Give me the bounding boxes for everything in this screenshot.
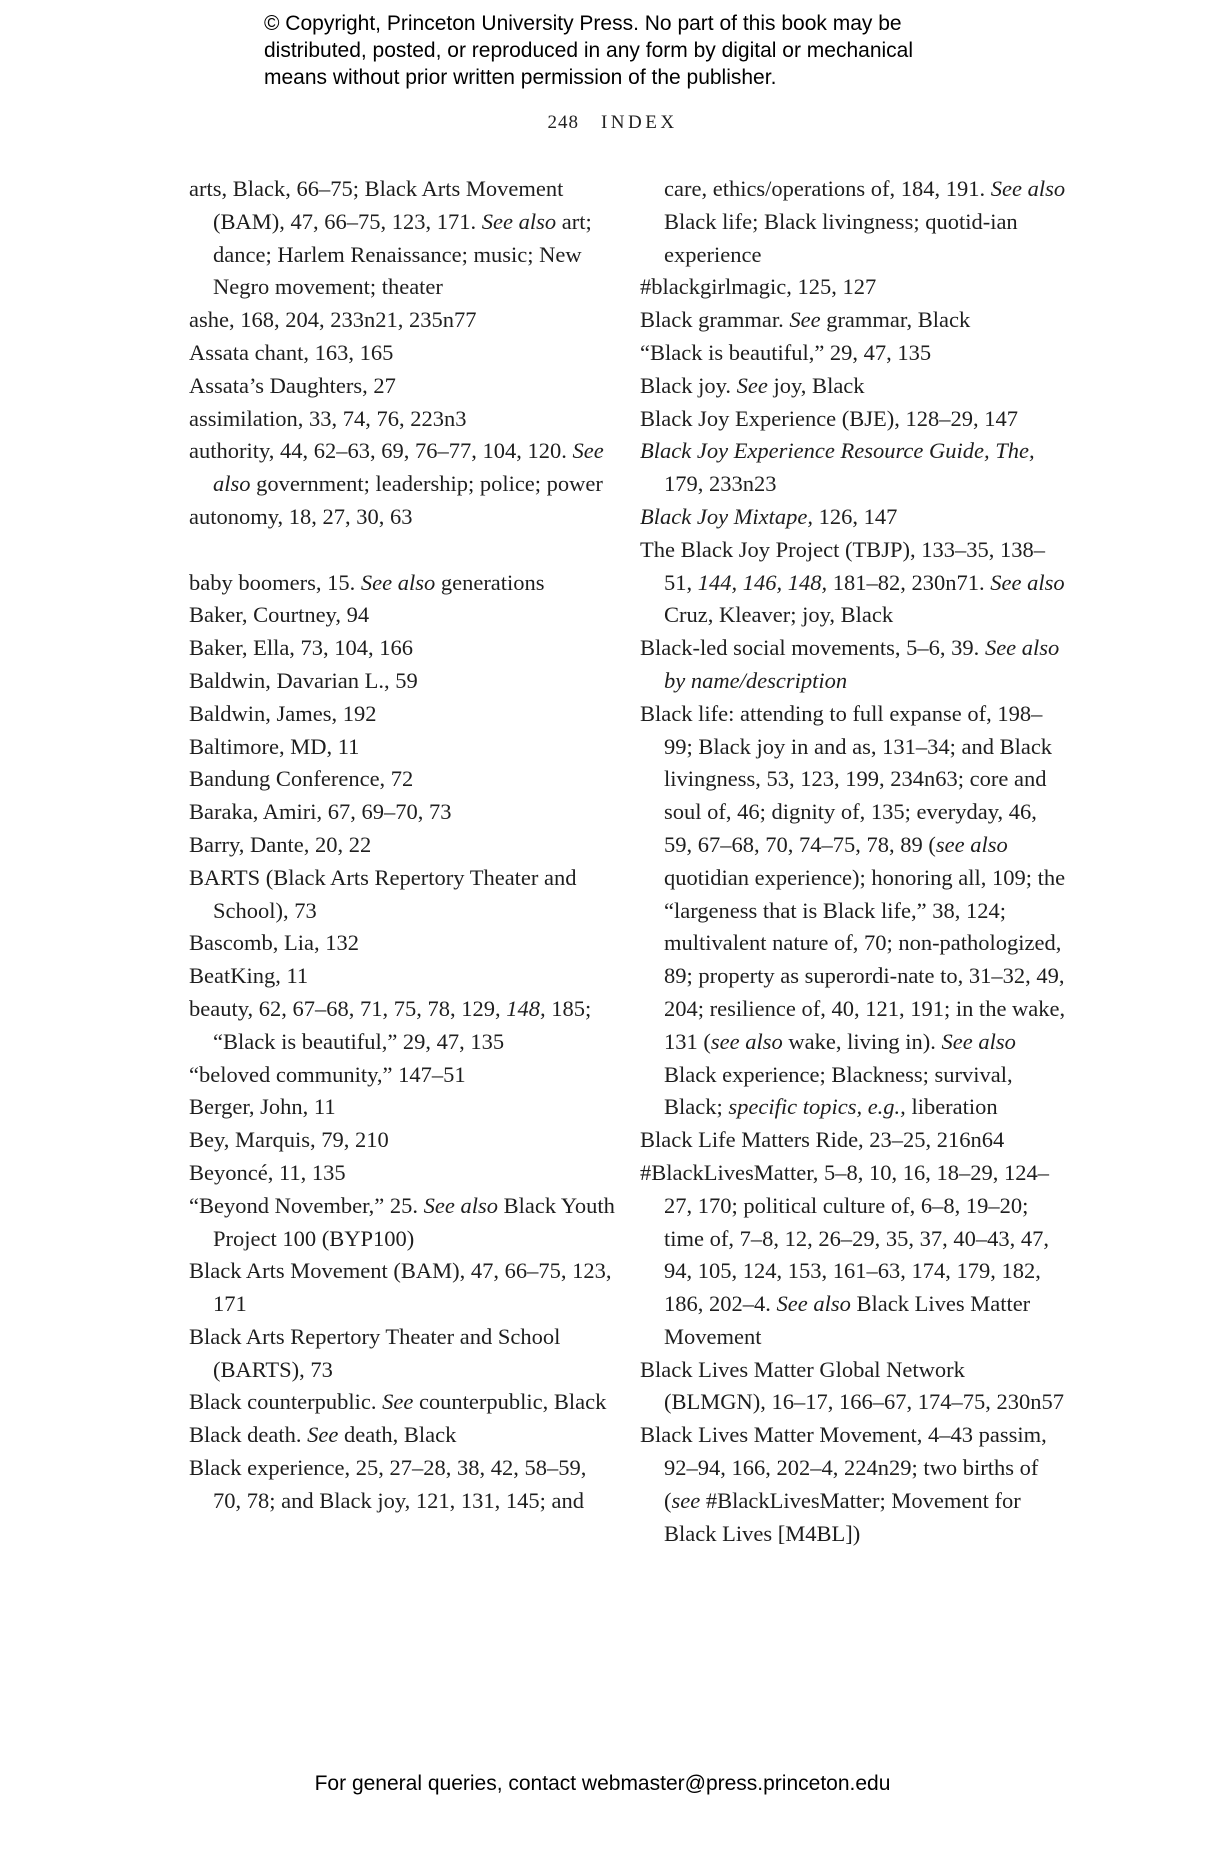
index-entry-italic-text: Black Joy Experience Resource Guide, The, bbox=[640, 438, 1035, 464]
index-entry-italic-text: See also bbox=[423, 1192, 499, 1218]
index-entry-text: Black grammar. bbox=[640, 307, 790, 333]
index-entry-text: 185; “Black is beautiful,” 29, 47, 135 bbox=[213, 995, 592, 1054]
index-entry-text: #BlackLivesMatter; Movement for Black Lives [M4BL]) bbox=[664, 1487, 1021, 1546]
index-entry-text: Baldwin, James, 192 bbox=[189, 700, 377, 726]
index-entry bbox=[189, 731, 619, 764]
section-title: INDEX bbox=[600, 112, 678, 133]
index-entry-text: art; dance; Harlem Renaissance; music; New Negro movement; theater bbox=[213, 208, 592, 300]
copyright-line: distributed, posted, or reproduced in any form by digital or mechanical bbox=[264, 39, 914, 62]
index-entry bbox=[640, 304, 1070, 337]
index-entry-italic-text: See bbox=[382, 1389, 414, 1415]
index-entry bbox=[640, 698, 1070, 1124]
index-entry-text: The Black Joy Project (TBJP), 133–35, 138–51, bbox=[640, 536, 1045, 595]
copyright-notice bbox=[264, 10, 1024, 91]
index-entry bbox=[189, 1452, 619, 1518]
index-entry-text: Assata chant, 163, 165 bbox=[189, 339, 394, 365]
index-entry-text: Black Lives Matter Movement, 4–43 passim, 92–94, 166, 202–4, 224n29; two births of ( bbox=[640, 1422, 1047, 1513]
index-entry-text: beauty, 62, 67–68, 71, 75, 78, 129, bbox=[189, 995, 507, 1021]
footer-contact: For general queries, contact webmaster@press.princeton.edu bbox=[314, 1772, 891, 1795]
index-entry-italic-text: See also bbox=[990, 176, 1066, 201]
index-entry-text: #blackgirlmagic, 125, 127 bbox=[640, 274, 877, 300]
index-entry-text: Beyoncé, 11, 135 bbox=[189, 1159, 346, 1185]
index-entry bbox=[640, 337, 1070, 370]
index-entry-text: Baldwin, Davarian L., 59 bbox=[189, 667, 418, 693]
index-entry bbox=[189, 599, 619, 632]
index-entry bbox=[189, 796, 619, 829]
index-entry-text: Cruz, Kleaver; joy, Black bbox=[664, 602, 894, 628]
index-entry-text: Black experience; Blackness; survival, Black; bbox=[664, 1061, 1013, 1120]
index-entry-text: baby boomers, 15. bbox=[189, 569, 361, 595]
index-column-left bbox=[189, 173, 619, 1518]
index-entry-text: Barry, Dante, 20, 22 bbox=[189, 831, 372, 857]
index-entry-text: Black joy. bbox=[640, 372, 737, 398]
index-entry-text: BARTS (Black Arts Repertory Theater and School), 73 bbox=[189, 864, 577, 923]
index-entry bbox=[640, 1419, 1070, 1550]
index-entry bbox=[640, 173, 1070, 271]
index-entry-text: Assata’s Daughters, 27 bbox=[189, 372, 396, 398]
index-entry bbox=[189, 698, 619, 731]
index-entry bbox=[189, 1124, 619, 1157]
index-entry-italic-text: specific topics, e.g., bbox=[728, 1094, 906, 1120]
index-entry bbox=[640, 632, 1070, 698]
index-entry-text: Black life; Black livingness; quotid-ian experience bbox=[664, 208, 1018, 267]
index-entry bbox=[189, 501, 619, 534]
index-entry-text: Black Lives Matter Movement bbox=[664, 1291, 1031, 1349]
index-entry-text: Black life: attending to full expanse of, 198–99; Black joy in and as, 131–34; and Black livingness, 53, 123, 199, 234n63; core and soul of, 46; dignity of, 135; everyday, 46, 59, 67–68, 70, 74–75, 78, 89 ( bbox=[640, 700, 1053, 857]
index-entry-italic-text: See also bbox=[776, 1291, 851, 1317]
index-entry-italic-text: 148, bbox=[506, 995, 546, 1021]
index-entry-text: liberation bbox=[905, 1094, 998, 1120]
index-entry-text: Black experience, 25, 27–28, 38, 42, 58–59, 70, 78; and Black joy, 121, 131, 145; and bbox=[189, 1455, 587, 1513]
index-entry bbox=[189, 829, 619, 862]
index-entry-text: Berger, John, 11 bbox=[189, 1094, 336, 1120]
index-entry-text: Baker, Ella, 73, 104, 166 bbox=[189, 635, 414, 661]
index-entry-text: Black death. bbox=[189, 1422, 308, 1448]
index-entry-italic-text: See also bbox=[990, 569, 1065, 595]
index-entry bbox=[189, 337, 619, 370]
index-entry bbox=[189, 435, 619, 501]
index-entry bbox=[189, 173, 619, 304]
index-entry-text: wake, living in). bbox=[782, 1028, 942, 1054]
index-entry-text: government; leadership; police; power bbox=[250, 471, 603, 497]
index-entry-text: care, ethics/operations of, 184, 191. bbox=[664, 176, 991, 201]
index-entry-text: arts, Black, 66–75; Black Arts Movement (BAM), 47, 66–75, 123, 171. bbox=[189, 176, 564, 234]
page-number: 248 bbox=[547, 112, 579, 133]
letter-group-gap bbox=[189, 534, 619, 567]
index-entry-text: Black Youth Project 100 (BYP100) bbox=[213, 1192, 615, 1251]
index-entry-italic-text: See also bbox=[213, 438, 604, 497]
index-entry bbox=[640, 501, 1070, 534]
index-entry-italic-text: See also bbox=[941, 1028, 1016, 1054]
index-entry bbox=[640, 403, 1070, 436]
index-entry bbox=[189, 927, 619, 960]
index-entry bbox=[640, 1157, 1070, 1354]
index-entry-italic-text: see also bbox=[935, 831, 1008, 857]
index-entry-text: Black Life Matters Ride, 23–25, 216n64 bbox=[640, 1127, 1005, 1153]
index-entry bbox=[189, 1190, 619, 1256]
index-entry-italic-text: Black Joy Mixtape, bbox=[640, 503, 814, 529]
index-entry bbox=[189, 862, 619, 928]
copyright-line: © Copyright, Princeton University Press. No part of this book may be bbox=[264, 12, 902, 35]
index-entry-text: “Beyond November,” 25. bbox=[189, 1192, 424, 1218]
index-entry-italic-text: See bbox=[307, 1422, 339, 1448]
index-entry-text: 179, 233n23 bbox=[664, 471, 777, 497]
index-entry bbox=[640, 370, 1070, 403]
index-entry-text: grammar, Black bbox=[820, 307, 971, 333]
running-head bbox=[0, 112, 1225, 134]
index-entry bbox=[189, 1386, 619, 1419]
index-entry-text: Black-led social movements, 5–6, 39. bbox=[640, 635, 985, 661]
index-entry-text: Baker, Courtney, 94 bbox=[189, 602, 370, 628]
index-entry-text: death, Black bbox=[338, 1422, 457, 1448]
index-entry bbox=[189, 1255, 619, 1321]
index-entry-text: Black Joy Experience (BJE), 128–29, 147 bbox=[640, 405, 1019, 431]
index-entry bbox=[189, 370, 619, 403]
index-entry-italic-text: see bbox=[671, 1487, 701, 1513]
index-entry bbox=[189, 1419, 619, 1452]
index-entry bbox=[189, 993, 619, 1059]
index-entry-italic-text: 144, 146, 148, bbox=[697, 569, 828, 595]
index-entry bbox=[189, 1321, 619, 1387]
index-column-right bbox=[640, 173, 1070, 1550]
index-entry bbox=[189, 1091, 619, 1124]
index-entry bbox=[189, 632, 619, 665]
index-entry-text: #BlackLivesMatter, 5–8, 10, 16, 18–29, 124–27, 170; political culture of, 6–8, 19–20; time of, 7–8, 12, 26–29, 35, 37, 40–43, 47, 94, 105, 124, 153, 161–63, 174, 179, 182, 186, 202–4. bbox=[640, 1159, 1050, 1317]
index-entry-text: generations bbox=[435, 569, 545, 595]
index-entry bbox=[189, 665, 619, 698]
index-entry-text: “beloved community,” 147–51 bbox=[189, 1061, 466, 1087]
index-entry-italic-text: See also bbox=[360, 569, 436, 595]
index-entry-text: authority, 44, 62–63, 69, 76–77, 104, 120. bbox=[189, 438, 573, 464]
index-entry bbox=[189, 567, 619, 600]
index-entry-text: Bey, Marquis, 79, 210 bbox=[189, 1127, 389, 1153]
index-entry-italic-text: see also bbox=[710, 1028, 783, 1054]
index-entry-text: Bandung Conference, 72 bbox=[189, 766, 414, 792]
index-entry bbox=[189, 403, 619, 436]
index-entry-text: 181–82, 230n71. bbox=[827, 569, 991, 595]
index-entry-italic-text: See also by name/description bbox=[664, 635, 1060, 693]
index-entry bbox=[640, 435, 1070, 501]
index-entry-text: Bascomb, Lia, 132 bbox=[189, 930, 359, 956]
index-entry-text: 126, 147 bbox=[813, 503, 898, 529]
index-entry-text: autonomy, 18, 27, 30, 63 bbox=[189, 503, 413, 529]
index-entry-italic-text: See bbox=[789, 307, 821, 333]
index-entry-text: BeatKing, 11 bbox=[189, 963, 309, 989]
index-entry-text: Black Lives Matter Global Network (BLMGN), 16–17, 166–67, 174–75, 230n57 bbox=[640, 1356, 1064, 1415]
index-entry bbox=[189, 1059, 619, 1092]
index-entry-italic-text: See also bbox=[481, 208, 557, 234]
index-entry-text: Black counterpublic. bbox=[189, 1389, 383, 1415]
index-entry bbox=[640, 1124, 1070, 1157]
index-entry-text: quotidian experience); honoring all, 109; the “largeness that is Black life,” 38, 124; multivalent nature of, 70; non-pathologized, 89; property as superordi-nate to, 31–32, 49, 204; resilience of, 40, 121, 191; in the wake, 131 ( bbox=[664, 864, 1066, 1054]
index-entry bbox=[189, 960, 619, 993]
index-entry bbox=[640, 1354, 1070, 1420]
index-entry bbox=[640, 271, 1070, 304]
index-entry-text: counterpublic, Black bbox=[413, 1389, 607, 1415]
index-entry-italic-text: See bbox=[736, 372, 768, 398]
index-entry-text: Black Arts Repertory Theater and School (BARTS), 73 bbox=[189, 1323, 561, 1382]
index-entry-text: assimilation, 33, 74, 76, 223n3 bbox=[189, 405, 467, 431]
copyright-line: means without prior written permission of the publisher. bbox=[264, 66, 777, 89]
index-entry-text: joy, Black bbox=[767, 372, 865, 398]
index-entry bbox=[189, 304, 619, 337]
index-entry-text: Baraka, Amiri, 67, 69–70, 73 bbox=[189, 799, 452, 825]
index-entry-text: ashe, 168, 204, 233n21, 235n77 bbox=[189, 307, 477, 333]
index-entry bbox=[640, 534, 1070, 632]
index-entry-text: “Black is beautiful,” 29, 47, 135 bbox=[640, 339, 932, 365]
index-entry bbox=[189, 1157, 619, 1190]
index-entry bbox=[189, 763, 619, 796]
index-entry-text: Baltimore, MD, 11 bbox=[189, 733, 360, 759]
index-entry-text: Black Arts Movement (BAM), 47, 66–75, 123, 171 bbox=[189, 1258, 612, 1317]
